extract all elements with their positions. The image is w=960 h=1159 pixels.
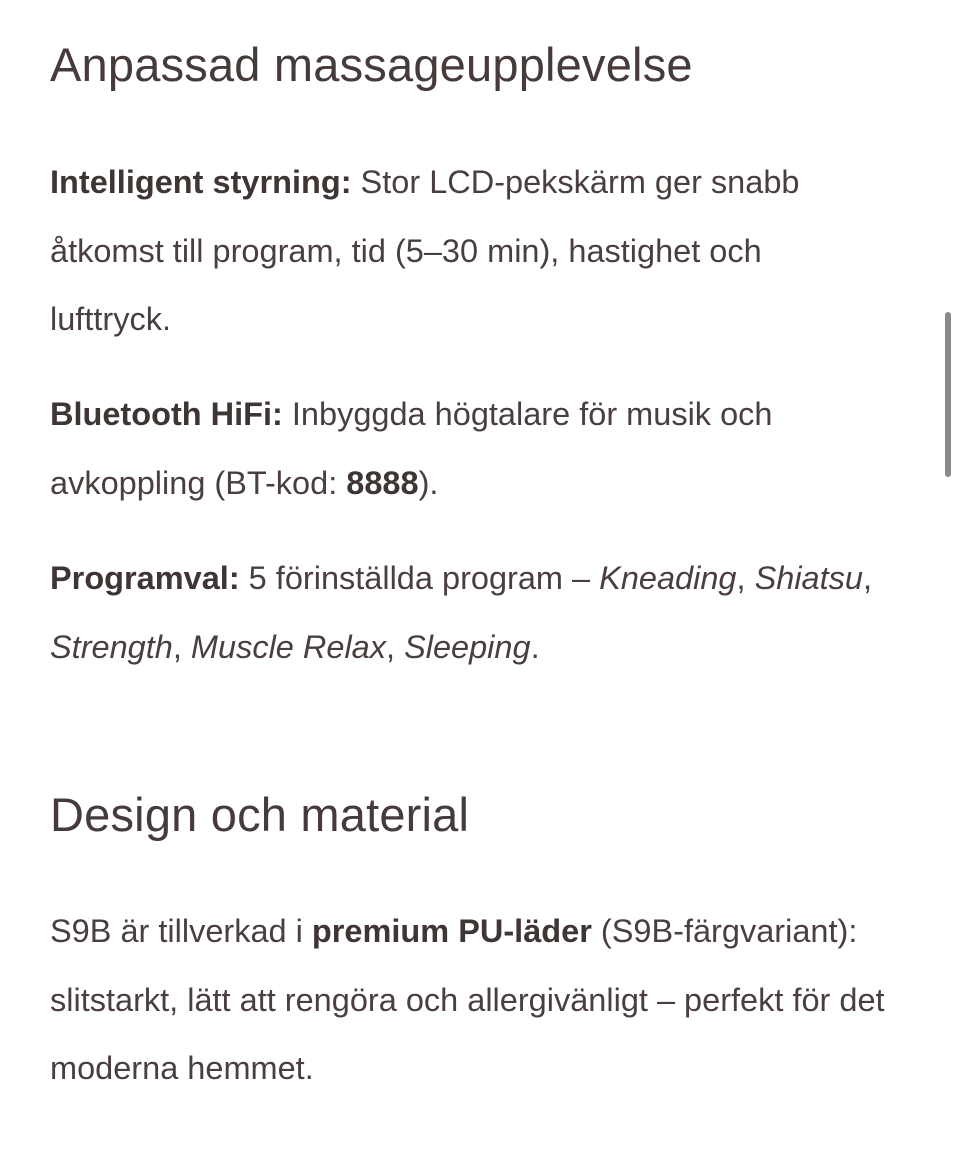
text-programs: 5 förinställda program – bbox=[239, 560, 600, 596]
text-bluetooth: Inbyggda högtalare för musik och avkoppling (BT-kod: bbox=[50, 396, 773, 501]
program-item: Sleeping bbox=[404, 628, 531, 665]
bluetooth-code: 8888 bbox=[346, 464, 419, 501]
paragraph-bluetooth bbox=[50, 380, 890, 517]
period: . bbox=[530, 628, 540, 665]
text-design-start: S9B är tillverkad i bbox=[50, 913, 312, 949]
text-intelligent-control: Stor LCD-pekskärm ger snabb åtkomst till program, tid (5–30 min), hastighet och lufttryck. bbox=[50, 164, 800, 337]
section-title-massage: Anpassad massageupplevelse bbox=[50, 38, 693, 91]
label-bluetooth: Bluetooth HiFi: bbox=[50, 396, 283, 432]
label-programs: Programval: bbox=[50, 560, 240, 596]
label-intelligent-control: Intelligent styrning: bbox=[50, 164, 352, 200]
separator: , bbox=[736, 560, 755, 596]
separator: , bbox=[386, 628, 405, 665]
paragraph-intelligent-control bbox=[50, 148, 890, 354]
program-item: Shiatsu bbox=[754, 560, 863, 596]
paragraph-programs bbox=[50, 544, 890, 681]
separator: , bbox=[862, 560, 872, 596]
program-item: Muscle Relax bbox=[190, 628, 386, 665]
program-item: Kneading bbox=[599, 560, 737, 596]
text-bluetooth-end: ). bbox=[418, 464, 439, 501]
section-title-design: Design och material bbox=[50, 788, 470, 841]
paragraph-design bbox=[50, 897, 890, 1103]
separator: , bbox=[172, 628, 191, 665]
program-item: Strength bbox=[50, 628, 173, 665]
scrollbar-thumb[interactable] bbox=[945, 312, 951, 477]
text-design-end: (S9B-färgvariant): slitstarkt, lätt att rengöra och allergivänligt – perfekt för det moderna hemmet. bbox=[50, 913, 885, 1086]
material-highlight: premium PU-läder bbox=[311, 913, 592, 949]
